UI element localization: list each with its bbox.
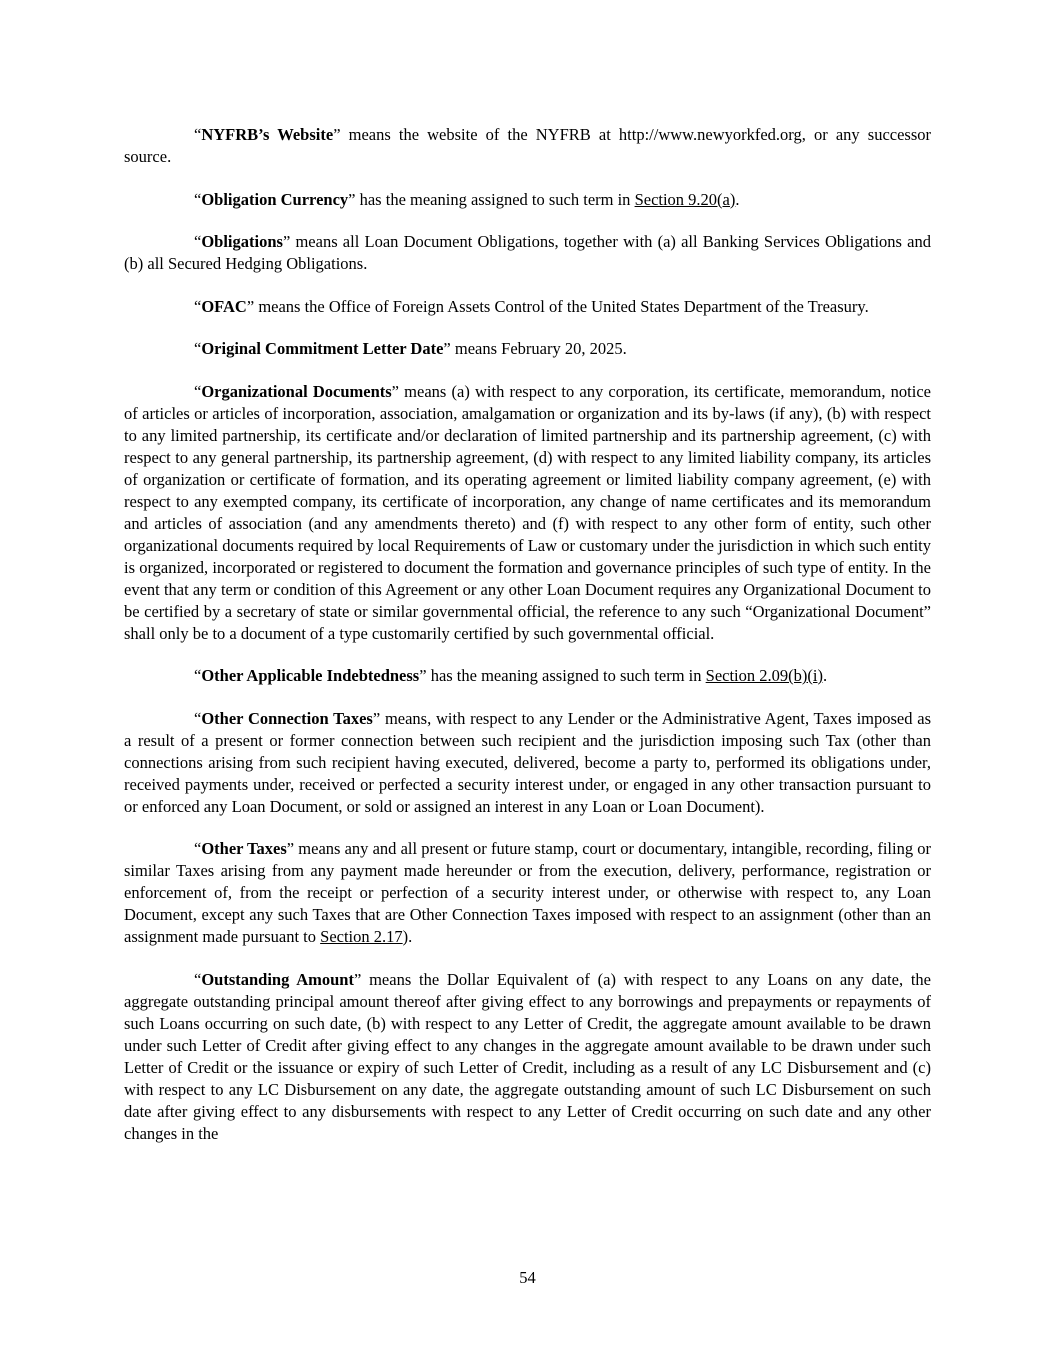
document-body <box>124 124 931 1165</box>
definition-text: has the meaning assigned to such term in <box>426 666 706 685</box>
definition-obligation-currency: “Obligation Currency” has the meaning assigned to such term in Section 9.20(a). <box>194 189 740 209</box>
definition-text: means all Loan Document Obligations, together with (a) all Banking Services Obligations and (b) all Secured Hedging Obligations. <box>124 232 931 273</box>
definition-text: means the Office of Foreign Assets Control of the United States Department of the Treasury. <box>254 296 869 316</box>
defined-term: Outstanding Amount <box>201 969 354 989</box>
definition-tail: . <box>822 666 828 685</box>
page-number: 54 <box>519 1268 536 1287</box>
definition-obligations: “Obligations” means all Loan Document Obligations, together with (a) all Banking Services Obligations and (b) all Secured Hedging Obligations. <box>124 232 931 273</box>
section-reference: Section 9.20(a) <box>634 189 736 209</box>
definition-ofac: “OFAC” means the Office of Foreign Assets Control of the United States Department of the Treasury. <box>194 296 869 316</box>
definition-organizational-documents: “Organizational Documents” means (a) with respect to any corporation, its certificate, memorandum, notice of articles or articles of incorporation, association, amalgamation or organization and its by-laws (if any), (b) with respect to any limited partnership, its certificate and/or declaration of limited partnership and its partnership agreement, (c) with respect to any general partnership, its partnership agreement, (d) with respect to any limited liability company, its articles of organization or certificate of formation, and its operating agreement or limited liability company agreement, (e) with respect to any exempted company, its certificate of incorporation, any change of name certificates and its memorandum and articles of association (and any amendments thereto) and (f) with respect to any other form of entity, such other organizational documents required by local Requirements of Law or customary under the jurisdiction in which such entity is organized, incorporated or registered to document the formation and governance principles of such type of entity. In the event that any term or condition of this Agreement or any other Loan Document requires any Organizational Document to be certified by a secretary of state or similar governmental official, the reference to any such “Organizational Document” shall only be to a document of a type customarily certified by such governmental official. <box>124 381 931 643</box>
defined-term: Other Applicable Indebtedness <box>201 666 420 685</box>
defined-term: NYFRB’s Website <box>201 125 334 144</box>
definition-nyfrbs-website: “NYFRB’s Website” means the website of the NYFRB at http://www.newyorkfed.org, or any successor source. <box>124 125 931 166</box>
defined-term: Organizational Documents <box>201 381 392 401</box>
definition-text: means the Dollar Equivalent of (a) with respect to any Loans on any date, the aggregate outstanding principal amount thereof after giving effect to any borrowings and prepayments or repayments of such Loans occurring on such date, (b) with respect to any Letter of Credit, the aggregate amount available to be drawn under such Letter of Credit after giving effect to any changes in the aggregate amount available to be drawn under such Letter of Credit or the issuance or expiry of such Letter of Credit, including as a result of any LC Disbursement and (c) with respect to any LC Disbursement on any date, the aggregate outstanding amount of such LC Disbursement on such date after giving effect to any disbursements with respect to any Letter of Credit occurring on such date and any other changes in the <box>124 969 931 1143</box>
definition-text: means February 20, 2025. <box>450 339 627 358</box>
definition-text: means, with respect to any Lender or the Administrative Agent, Taxes imposed as a result of a present or former connection between such recipient and the jurisdiction imposing such Tax (other than connections arising from such recipient having executed, delivered, become a party to, performed its obligations under, received payments under, received or perfected a security interest under, or engaged in any other transaction pursuant to or enforced any Loan Document, or sold or assigned an interest in any Loan or Loan Document). <box>124 708 931 816</box>
definition-text: has the meaning assigned to such term in <box>355 189 635 209</box>
definition-other-taxes: “Other Taxes” means any and all present or future stamp, court or documentary, intangible, recording, filing or similar Taxes arising from any payment made hereunder or from the execution, delivery, performance, registration or enforcement of, from the receipt or perfection of a security interest under, or otherwise with respect to, any Loan Document, except any such Taxes that are Other Connection Taxes imposed with respect to an assignment (other than an assignment made pursuant to Section 2.17). <box>124 839 931 946</box>
section-reference: Section 2.09(b)(i) <box>705 666 823 685</box>
definition-outstanding-amount: “Outstanding Amount” means the Dollar Equivalent of (a) with respect to any Loans on any date, the aggregate outstanding principal amount thereof after giving effect to any borrowings and prepayments or repayments of such Loans occurring on such date, (b) with respect to any Letter of Credit, the aggregate amount available to be drawn under such Letter of Credit after giving effect to any changes in the aggregate amount available to be drawn under such Letter of Credit or the issuance or expiry of such Letter of Credit, including as a result of any LC Disbursement and (c) with respect to any LC Disbursement on any date, the aggregate outstanding amount of such LC Disbursement on such date after giving effect to any disbursements with respect to any Letter of Credit occurring on such date and any other changes in the <box>124 969 931 1143</box>
definition-other-applicable-indebtedness: “Other Applicable Indebtedness” has the meaning assigned to such term in Section 2.09(b)(i). <box>194 666 828 685</box>
definition-tail: ). <box>402 927 413 946</box>
defined-term: Obligations <box>201 232 283 251</box>
definition-tail: . <box>735 189 740 209</box>
defined-term: Obligation Currency <box>201 189 349 209</box>
definition-other-connection-taxes: “Other Connection Taxes” means, with respect to any Lender or the Administrative Agent, Taxes imposed as a result of a present or former connection between such recipient and the jurisdiction imposing such Tax (other than connections arising from such recipient having executed, delivered, become a party to, performed its obligations under, received payments under, received or perfected a security interest under, or engaged in any other transaction pursuant to or enforced any Loan Document, or sold or assigned an interest in any Loan or Loan Document). <box>124 708 931 816</box>
definition-text: means the website of the NYFRB at http://www.newyorkfed.org, or any successor source. <box>124 125 931 166</box>
definition-text: means (a) with respect to any corporation, its certificate, memorandum, notice of articles or articles of incorporation, association, amalgamation or organization and its by-laws (if any), (b) with respect to any limited partnership, its certificate and/or declaration of limited partnership and its partnership agreement, (c) with respect to any general partnership, its partnership agreement, (d) with respect to any limited liability company, its articles of organization or certificate of formation, and its operating agreement or limited liability company agreement, (e) with respect to any exempted company, its certificate of incorporation, any change of name certificates and its memorandum and articles of association (and any amendments thereto) and (f) with respect to any other form of entity, such other organizational documents required by local Requirements of Law or customary under the jurisdiction in which such entity is organized, incorporated or registered to document the formation and governance principles of such type of entity. In the event that any term or condition of this Agreement or any other Loan Document requires any Organizational Document to be certified by a secretary of state or similar governmental official, the reference to any such “Organizational Document” shall only be to a document of a type customarily certified by such governmental official. <box>124 381 931 643</box>
defined-term: Other Taxes <box>201 839 287 858</box>
defined-term: OFAC <box>201 296 247 316</box>
definition-original-commitment-letter-date: “Original Commitment Letter Date” means February 20, 2025. <box>194 339 627 358</box>
defined-term: Original Commitment Letter Date <box>201 339 444 358</box>
section-reference: Section 2.17 <box>320 927 403 946</box>
defined-term: Other Connection Taxes <box>201 708 373 728</box>
definition-text: means any and all present or future stamp, court or documentary, intangible, recording, filing or similar Taxes arising from any payment made hereunder or from the execution, delivery, performance, registration or enforcement of, from the receipt or perfection of a security interest under, or otherwise with respect to, any Loan Document, except any such Taxes that are Other Connection Taxes imposed with respect to an assignment (other than an assignment made pursuant to <box>124 839 931 946</box>
